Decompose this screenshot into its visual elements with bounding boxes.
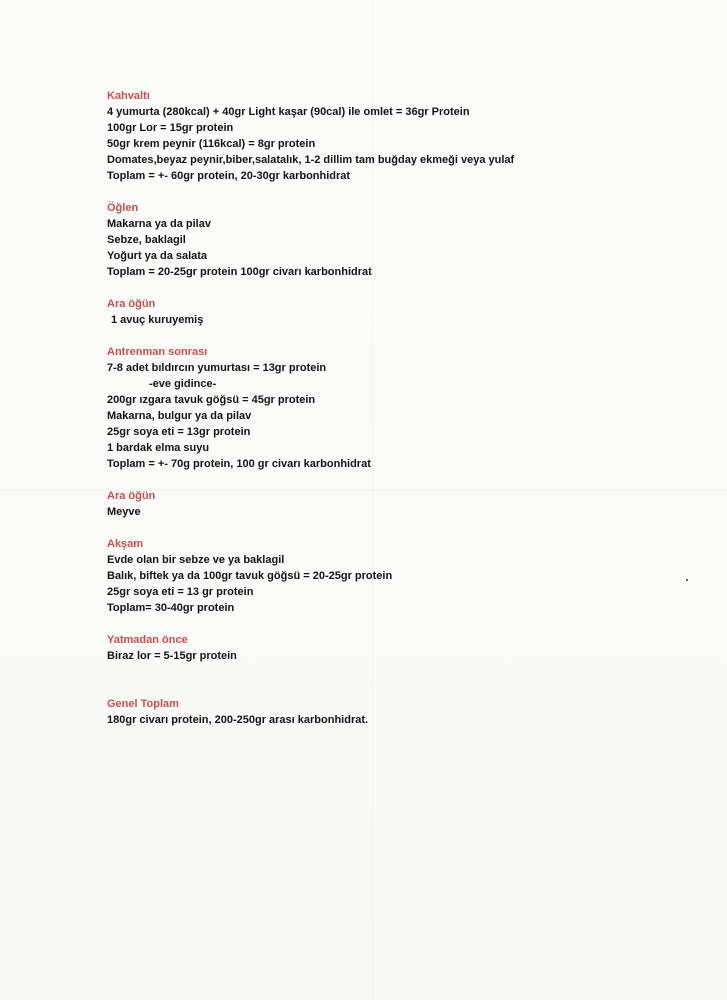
section-line: 25gr soya eti = 13 gr protein xyxy=(107,586,254,598)
section-heading: Antrenman sonrası xyxy=(107,346,208,358)
section-line: 4 yumurta (280kcal) + 40gr Light kaşar (90cal) ile omlet = 36gr Protein xyxy=(107,106,470,118)
section-snack-2 xyxy=(107,488,707,520)
section-breakfast xyxy=(107,88,707,184)
section-line: Toplam = +- 70g protein, 100 gr civarı karbonhidrat xyxy=(107,458,371,470)
section-line: -eve gidince- xyxy=(149,378,217,390)
section-line: Yoğurt ya da salata xyxy=(107,250,208,262)
section-post-workout xyxy=(107,344,707,472)
section-line: Toplam = +- 60gr protein, 20-30gr karbonhidrat xyxy=(107,170,351,182)
section-line: 7-8 adet bıldırcın yumurtası = 13gr protein xyxy=(107,362,327,374)
section-line: Biraz lor = 5-15gr protein xyxy=(107,650,237,662)
section-heading: Genel Toplam xyxy=(107,698,179,710)
section-heading: Ara öğün xyxy=(107,490,156,502)
section-line: Evde olan bir sebze ve ya baklagil xyxy=(107,554,285,566)
section-line: Makarna, bulgur ya da pilav xyxy=(107,410,252,422)
section-line: Makarna ya da pilav xyxy=(107,218,211,230)
section-heading: Yatmadan önce xyxy=(107,634,188,646)
section-line: Domates,beyaz peynir,biber,salatalık, 1-2 dillim tam buğday ekmeği veya yulaf xyxy=(107,154,515,166)
section-line: 180gr civarı protein, 200-250gr arası karbonhidrat. xyxy=(107,714,369,726)
section-line: Sebze, baklagil xyxy=(107,234,186,246)
section-line: 100gr Lor = 15gr protein xyxy=(107,122,234,134)
section-line: 1 bardak elma suyu xyxy=(107,442,210,454)
section-heading: Öğlen xyxy=(107,202,139,214)
section-dinner xyxy=(107,536,707,616)
section-heading: Kahvaltı xyxy=(107,90,150,102)
section-line: 25gr soya eti = 13gr protein xyxy=(107,426,251,438)
section-line: Toplam= 30-40gr protein xyxy=(107,602,235,614)
section-heading: Akşam xyxy=(107,538,144,550)
section-line: 1 avuç kuruyemiş xyxy=(111,314,204,326)
section-lunch xyxy=(107,200,707,280)
section-line: Balık, biftek ya da 100gr tavuk göğsü = 20-25gr protein xyxy=(107,570,393,582)
section-before-bed xyxy=(107,632,707,664)
section-line: 50gr krem peynir (116kcal) = 8gr protein xyxy=(107,138,316,150)
section-line: Meyve xyxy=(107,506,141,518)
diet-plan xyxy=(107,88,707,728)
section-heading: Ara öğün xyxy=(107,298,156,310)
section-snack-1 xyxy=(107,296,707,328)
section-line: 200gr ızgara tavuk göğsü = 45gr protein xyxy=(107,394,316,406)
section-line: Toplam = 20-25gr protein 100gr civarı karbonhidrat xyxy=(107,266,372,278)
section-grand-total xyxy=(107,696,707,728)
